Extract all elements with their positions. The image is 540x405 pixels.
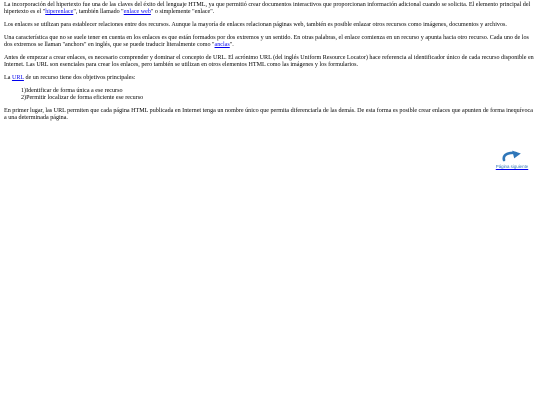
- objective-item: 2)Permitir localizar de forma eficiente ese recurso: [21, 95, 144, 102]
- next-page-label: Página siguiente: [495, 164, 529, 169]
- objectives-list: [4, 88, 536, 103]
- paragraph-url-uniqueness: En primer lugar, las URL permiten que cada página HTML publicada en Internet tenga un nombre único que permita diferenciarla de las demás. De esta forma es posible crear enlaces que apunten de forma inequívoca a una determinada página.: [4, 107, 533, 122]
- document-content: [4, 2, 536, 128]
- link-enlace-web[interactable]: enlace web: [123, 9, 151, 16]
- paragraph-text: La incorporación del hipertexto fue una de las claves del éxito del lenguaje HTML, ya que permitió crear documentos interactivos que proporcionan información adicional cuando se solicita. El elemento principal del hipertexto es el ": [4, 2, 531, 16]
- link-url[interactable]: URL: [11, 75, 24, 82]
- paragraph-url-concept: Antes de empezar a crear enlaces, es necesario comprender y dominar el concepto de URL. El acrónimo URL (del inglés Uniform Resource Locator) hace referencia al identificador único de cada recurso disponible en Internet. Las URL son esenciales para crear los enlaces, pero también se utilizan en otros elementos HTML como las imágenes y los formularios.: [4, 54, 534, 69]
- paragraph-text: ", también llamado ": [73, 9, 124, 16]
- paragraph-text: " o simplemente "enlace".: [150, 9, 215, 16]
- paragraph-text: ".: [229, 42, 234, 49]
- paragraph-url-objectives-intro: [4, 75, 536, 82]
- objective-item: 1)Identificar de forma única a ese recurso: [21, 87, 123, 94]
- paragraph-text: de un recurso tiene dos objetivos principales:: [23, 75, 136, 82]
- link-anclas[interactable]: anclas: [214, 42, 230, 49]
- paragraph-anchors: [4, 35, 536, 50]
- paragraph-hypertext-intro: [4, 2, 536, 17]
- next-page-button[interactable]: [486, 148, 538, 170]
- paragraph-text: La: [4, 75, 12, 82]
- curved-arrow-icon: [500, 148, 524, 164]
- paragraph-links-usage: Los enlaces se utilizan para establecer relaciones entre dos recursos. Aunque la mayoría de enlaces relacionan páginas web, también es posible enlazar otros recursos como imágenes, documentos y archivos.: [4, 22, 507, 29]
- link-hiperenlace[interactable]: hiperenlace: [45, 9, 74, 16]
- paragraph-text: Una característica que no se suele tener en cuenta en los enlaces es que están formados por dos extremos y un sentido. En otras palabras, el enlace comienza en un recurso y apunta hacia otro recurso. Cada uno de los dos extremos se llaman "anchors" en inglés, que se puede traducir literalmente como ": [4, 34, 529, 49]
